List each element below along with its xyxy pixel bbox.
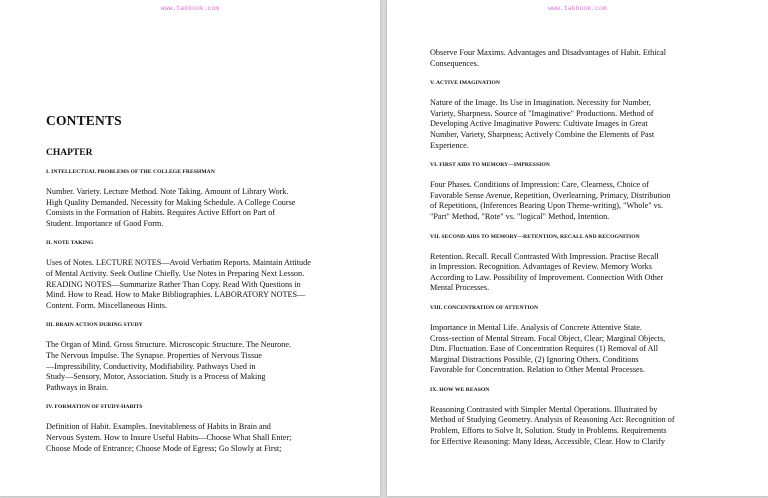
- section-summary: [46, 422, 346, 454]
- section-summary: [46, 258, 346, 311]
- section-summary: [46, 340, 346, 393]
- toc-section: [430, 387, 730, 447]
- chapter-label: CHAPTER: [46, 148, 93, 158]
- text-line: Nature of the Image. Its Use in Imagination. Necessity for Number,: [430, 98, 651, 108]
- watermark: www.takbook.com: [160, 5, 220, 12]
- section-title: IX. HOW WE REASON: [430, 386, 490, 393]
- text-line: Pathways in Brain.: [46, 382, 109, 392]
- toc-section: [430, 80, 730, 151]
- text-line: Retention. Recall. Recall Contrasted With Impression. Practise Recall: [430, 251, 659, 261]
- text-line: Nervous System. How to Insure Useful Habits—Choose What Shall Enter;: [46, 432, 292, 442]
- text-line: The Organ of Mind. Gross Structure. Microscopic Structure. The Neurone.: [46, 340, 292, 350]
- section-summary: [430, 252, 730, 294]
- section-title: VI. FIRST AIDS TO MEMORY—IMPRESSION: [430, 162, 550, 169]
- section-title: II. NOTE TAKING: [46, 240, 94, 247]
- text-line: Student. Importance of Good Form.: [46, 218, 164, 228]
- left-page: [0, 0, 380, 496]
- text-line: Consequences.: [430, 58, 479, 68]
- section-summary: [430, 323, 730, 376]
- toc-section: [430, 162, 730, 222]
- section-title: IV. FORMATION OF STUDY-HABITS: [46, 404, 143, 411]
- text-line: for Effective Reasoning: Many Ideas, Accessible, Clear. How to Clarify: [430, 436, 665, 446]
- text-line: Consists in the Formation of Habits. Requires Active Effort on Part of: [46, 208, 276, 218]
- text-line: —Impressibility, Conductivity, Modifiability. Pathways Used in: [46, 361, 256, 371]
- toc-section: [46, 322, 346, 393]
- right-sections: [430, 80, 730, 447]
- text-line: Dim. Fluctuation. Ease of Concentration Requires (1) Removal of All: [430, 344, 659, 354]
- text-line: Number, Variety, Sharpness; Actively Combine the Elements of Past: [430, 129, 655, 139]
- continuation-text: [430, 48, 730, 69]
- section-summary: [430, 405, 730, 447]
- text-line: Favorable for Concentration. Relation to Other Mental Processes.: [430, 365, 645, 375]
- section-title: I. INTELLECTUAL PROBLEMS OF THE COLLEGE FRESHMAN: [46, 169, 215, 175]
- left-page-content: [46, 113, 346, 465]
- text-line: Definition of Habit. Examples. Inevitableness of Habits in Brain and: [46, 422, 271, 432]
- text-line: Marginal Distractions Possible, (2) Ignoring Others. Conditions: [430, 354, 639, 364]
- text-line: According to Law. Possibility of Improvement. Connection With Other: [430, 272, 664, 282]
- text-line: High Quality Demanded. Necessity for Making Schedule. A College Course: [46, 197, 296, 207]
- text-line: Favorable Sense Avenue, Repetition, Overlearning, Primacy, Distribution: [430, 190, 671, 200]
- text-line: Importance in Mental Life. Analysis of Concrete Attentive State.: [430, 322, 642, 332]
- text-line: Content. Form. Miscellaneous Hints.: [46, 300, 167, 310]
- text-line: of Repetitions, (Inferences Bearing Upon Theme-writing), "Whole" vs.: [430, 201, 663, 211]
- text-line: "Part" Method, "Rote" vs. "logical" Method, Intention.: [430, 211, 610, 221]
- section-title: VII. SECOND AIDS TO MEMORY—RETENTION, RECALL AND RECOGNITION: [430, 233, 640, 240]
- text-line: READING NOTES—Summarize Rather Than Copy. Read With Questions in: [46, 279, 301, 289]
- section-title: III. BRAIN ACTION DURING STUDY: [46, 322, 143, 329]
- text-line: Study—Sensory, Motor, Association. Study is a Process of Making: [46, 372, 266, 382]
- section-summary: [430, 180, 730, 222]
- text-line: Mental Processes.: [430, 283, 490, 293]
- text-line: The Nervous Impulse. The Synapse. Properties of Nervous Tissue: [46, 350, 262, 360]
- right-page-content: [430, 48, 730, 458]
- text-line: Experience.: [430, 140, 469, 150]
- toc-section: [430, 305, 730, 376]
- text-line: Number. Variety. Lecture Method. Note Taking. Amount of Library Work.: [46, 187, 289, 196]
- text-line: Mind. How to Read. How to Make Bibliographies. LABORATORY NOTES—: [46, 290, 306, 300]
- toc-section: [46, 169, 346, 229]
- text-line: Problem, Efforts to Solve It, Solution. Study in Problems. Requirements: [430, 426, 667, 436]
- text-line: Method of Studying Geometry. Analysis of Reasoning Act: Recognition of: [430, 415, 675, 425]
- contents-heading: CONTENTS: [46, 113, 122, 128]
- watermark: www.takbook.com: [548, 5, 607, 12]
- text-line: Reasoning Contrasted with Simpler Mental Operations. Illustrated by: [430, 404, 658, 414]
- text-line: Four Phases. Conditions of Impression: Care, Clearness, Choice of: [430, 180, 649, 190]
- text-line: Uses of Notes. LECTURE NOTES—Avoid Verbatim Reports. Maintain Attitude: [46, 258, 311, 268]
- toc-section: [430, 234, 730, 294]
- section-summary: [430, 98, 730, 151]
- text-line: Choose Mode of Entrance; Choose Mode of Egress; Go Slowly at First;: [46, 443, 282, 453]
- text-line: Developing Active Imaginative Powers: Cultivate Images in Great: [430, 119, 648, 129]
- right-page: [387, 0, 768, 496]
- toc-section: [46, 240, 346, 311]
- text-line: in Impression. Recognition. Advantages of Review. Memory Works: [430, 262, 652, 272]
- text-line: Observe Four Maxims. Advantages and Disadvantages of Habit. Ethical: [430, 48, 667, 57]
- text-line: of Mental Activity. Seek Outline Chiefly. Use Notes in Preparing Next Lesson.: [46, 268, 305, 278]
- left-sections: [46, 169, 346, 454]
- section-title: V. ACTIVE IMAGINATION: [430, 80, 500, 87]
- text-line: Variety, Sharpness. Source of "Imaginative" Productions. Method of: [430, 108, 654, 118]
- toc-section: [46, 404, 346, 454]
- section-summary: [46, 187, 346, 229]
- text-line: Cross-section of Mental Stream. Focal Object, Clear; Marginal Objects,: [430, 333, 666, 343]
- section-title: VIII. CONCENTRATION OF ATTENTION: [430, 304, 539, 311]
